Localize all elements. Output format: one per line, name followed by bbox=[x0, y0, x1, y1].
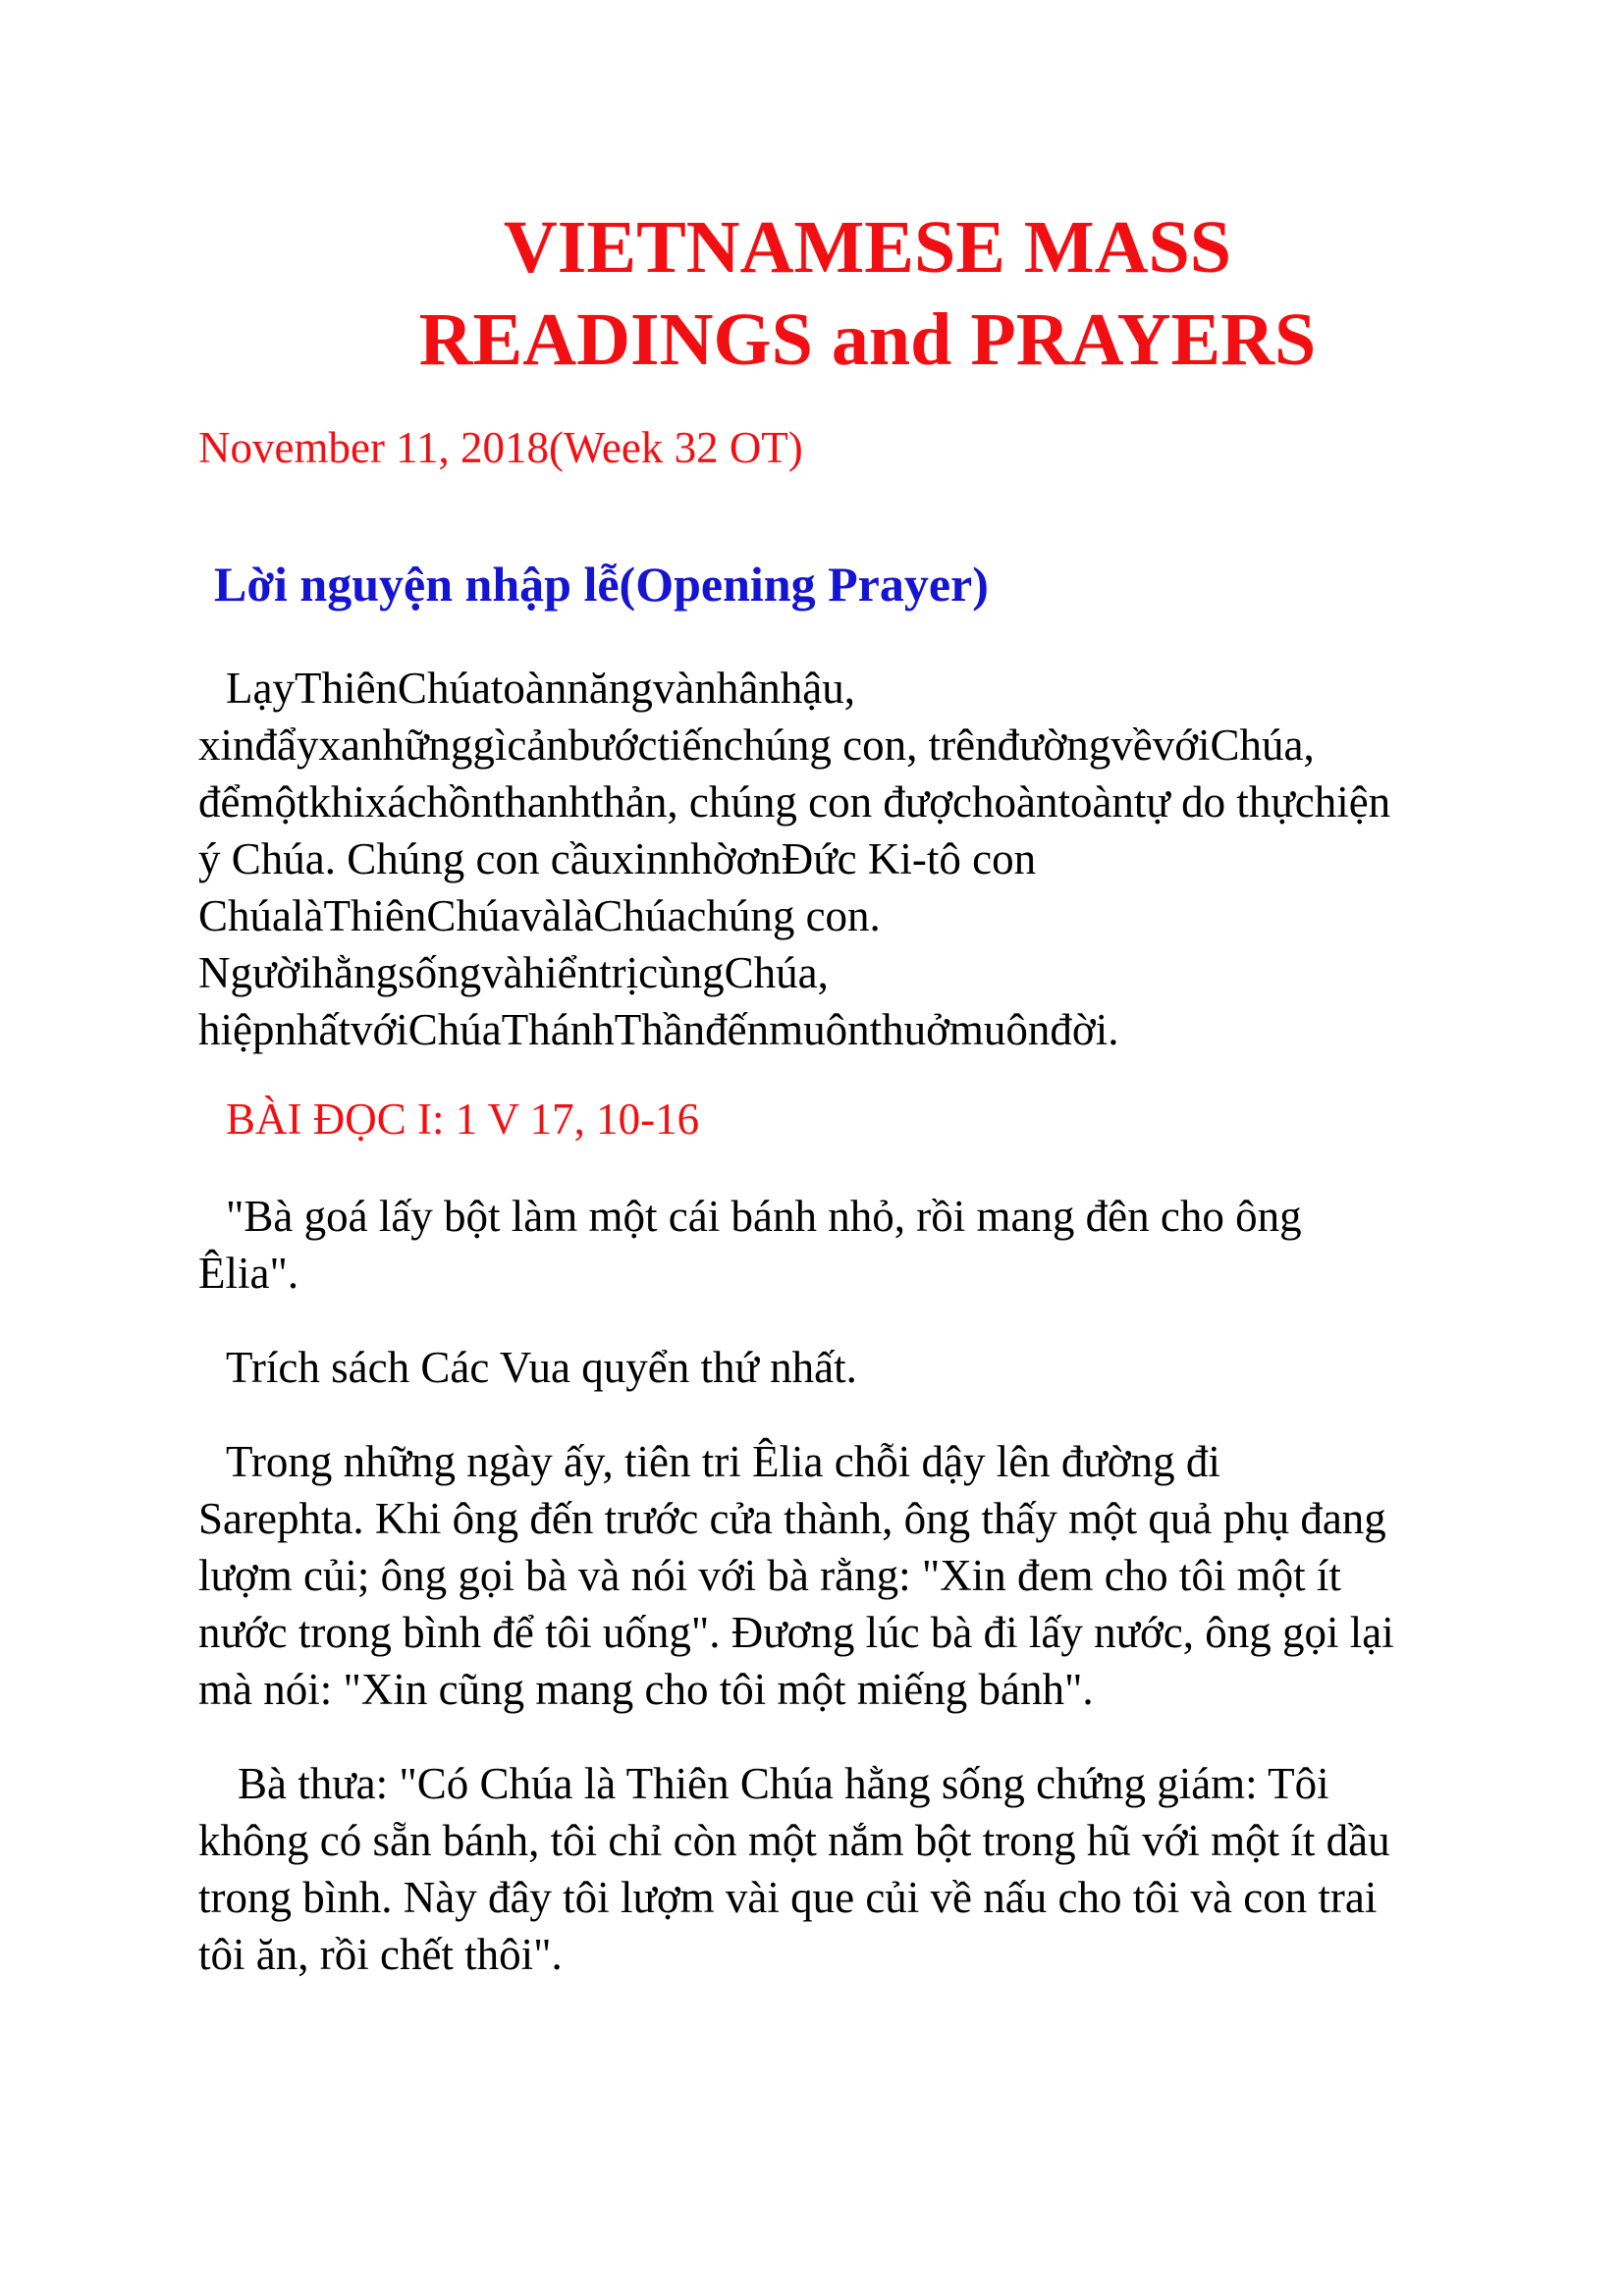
reading-para2-line: trong bình. Này đây tôi lượm vài que củi về nấu cho tôi và con trai bbox=[198, 1873, 1378, 1922]
opening-prayer-line: xinđẩyxanhữnggìcảnbướctiếnchúng con, trênđườngvềvớiChúa, bbox=[198, 721, 1315, 770]
opening-prayer-line: ý Chúa. Chúng con cầuxinnhờơnĐức Ki-tô con bbox=[198, 834, 1037, 883]
first-reading-reference: BÀI ĐỌC I: 1 V 17, 10-16 bbox=[226, 1095, 700, 1144]
reading-para1-line: lượm củi; ông gọi bà và nói với bà rằng: "Xin đem cho tôi một ít bbox=[198, 1551, 1341, 1600]
reading-para2-line: tôi ăn, rồi chết thôi". bbox=[198, 1930, 563, 1979]
first-reading-quote bbox=[198, 1188, 1553, 1302]
reading-para1-line: mà nói: "Xin cũng mang cho tôi một miếng bánh". bbox=[198, 1665, 1094, 1714]
reading-source-line: Trích sách Các Vua quyển thứ nhất. bbox=[226, 1343, 857, 1392]
document-title-line-2: READINGS and PRAYERS bbox=[418, 298, 1317, 381]
reading-para1-line: nước trong bình để tôi uống". Đương lúc bà đi lấy nước, ông gọi lại bbox=[198, 1608, 1394, 1657]
opening-prayer-text bbox=[198, 660, 1553, 1058]
opening-prayer-line: đểmộtkhixáchồnthanhthản, chúng con đượchoàntoàntự do thựchiện bbox=[198, 777, 1391, 827]
reading-para2-line: không có sẵn bánh, tôi chỉ còn một nắm bột trong hũ với một ít dầu bbox=[198, 1816, 1390, 1865]
reading-para2-line: Bà thưa: "Có Chúa là Thiên Chúa hằng sống chứng giám: Tôi bbox=[238, 1759, 1329, 1808]
reading-quote-line: "Bà goá lấy bột làm một cái bánh nhỏ, rồi mang đên cho ông bbox=[226, 1192, 1302, 1241]
opening-prayer-line: hiệpnhấtvớiChúaThánhThầnđếnmuônthuởmuônđời. bbox=[198, 1005, 1119, 1054]
first-reading-paragraph-2 bbox=[198, 1755, 1553, 1983]
reading-para1-line: Trong những ngày ấy, tiên tri Êlia chỗi dậy lên đường đi bbox=[226, 1437, 1220, 1486]
opening-prayer-line: LạyThiênChúatoànnăngvànhânhậu, bbox=[226, 664, 856, 713]
opening-prayer-line: NgườihằngsốngvàhiểntrịcùngChúa, bbox=[198, 948, 829, 997]
document-date: November 11, 2018(Week 32 OT) bbox=[198, 423, 803, 472]
first-reading-paragraph-1 bbox=[198, 1433, 1553, 1718]
document-title-line-1: VIETNAMESE MASS bbox=[503, 206, 1232, 289]
reading-quote-line: Êlia". bbox=[198, 1249, 299, 1298]
opening-prayer-line: ChúalàThiênChúavàlàChúachúng con. bbox=[198, 891, 881, 940]
first-reading-source bbox=[198, 1339, 1553, 1396]
reading-para1-line: Sarephta. Khi ông đến trước cửa thành, ông thấy một quả phụ đang bbox=[198, 1494, 1386, 1543]
opening-prayer-heading: Lời nguyện nhập lễ(Opening Prayer) bbox=[214, 557, 989, 612]
